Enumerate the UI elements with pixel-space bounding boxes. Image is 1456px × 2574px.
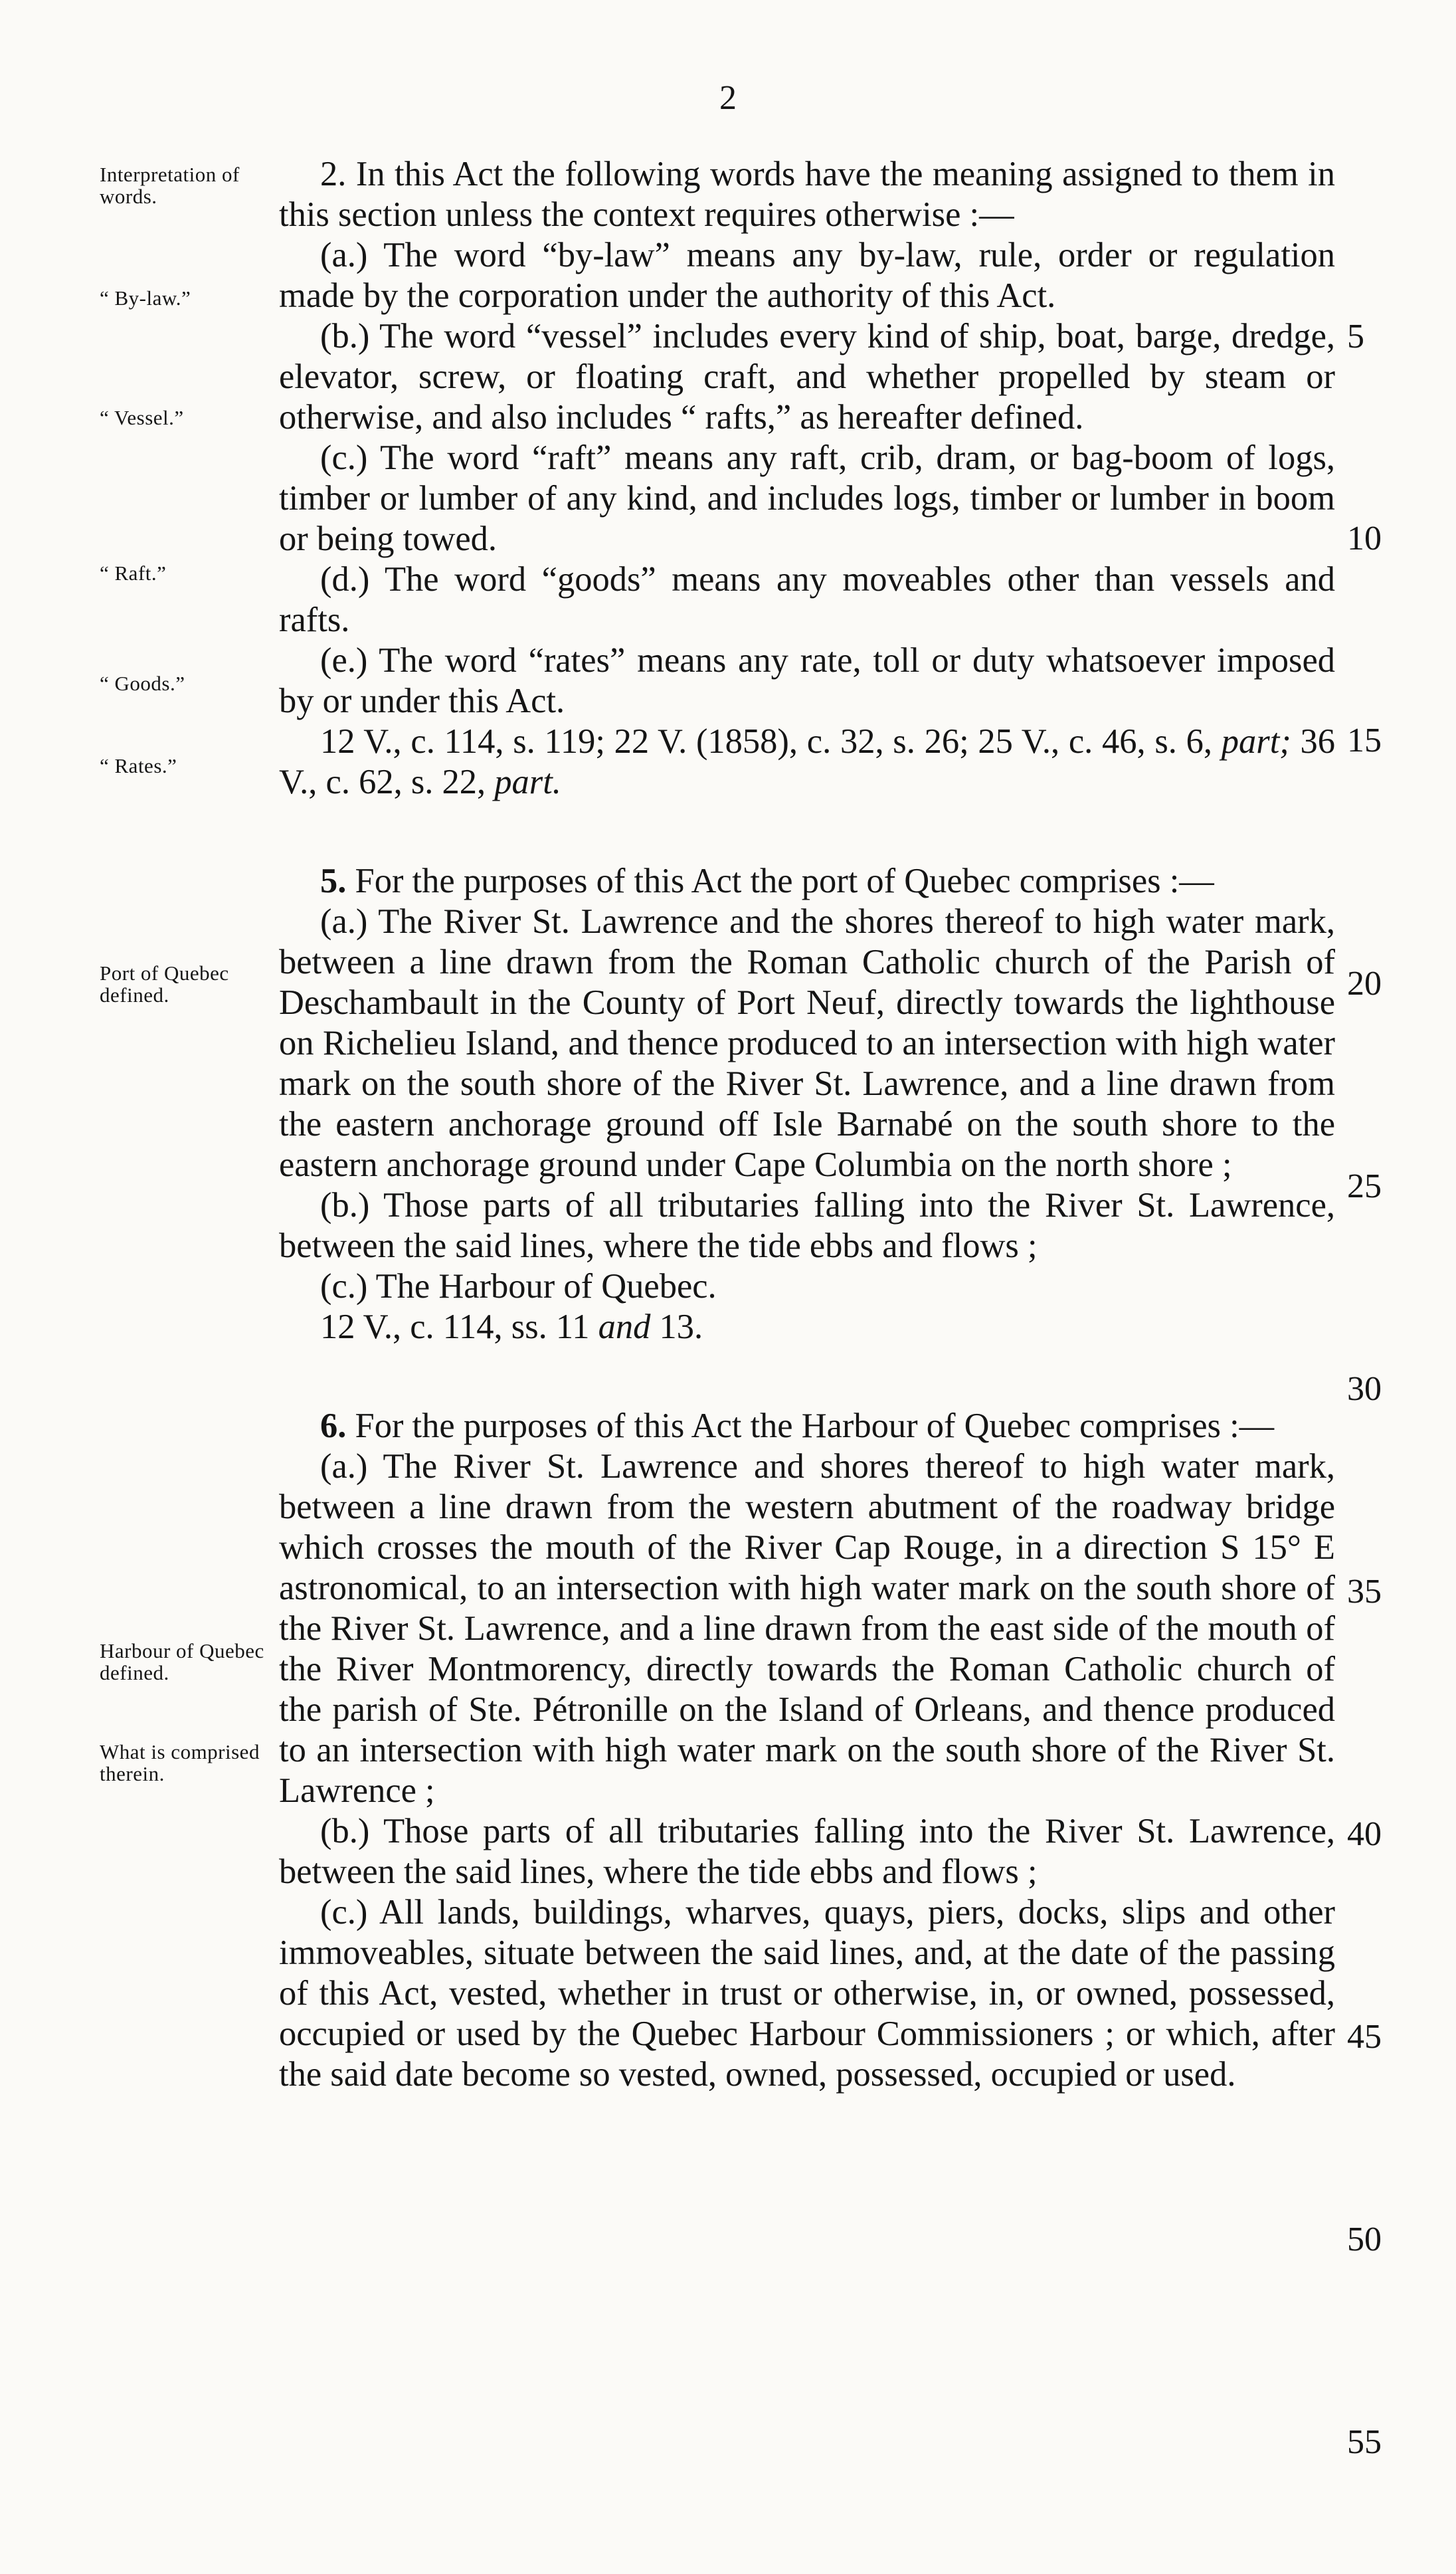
- line-number: 35: [1347, 1573, 1382, 1611]
- margin-note-harbour: Harbour of Quebec defined.: [100, 1639, 264, 1684]
- margin-note-interpretation: Interpretation of words.: [100, 163, 240, 208]
- margin-note-vessel: “ Vessel.”: [100, 406, 184, 429]
- line-number: 20: [1347, 965, 1382, 1003]
- margin-note-port: Port of Quebec defined.: [100, 961, 229, 1007]
- margin-note-rates: “ Rates.”: [100, 754, 177, 777]
- line-number: 25: [1347, 1167, 1382, 1205]
- section-6-c: (c.) All lands, buildings, wharves, quays, piers, docks, slips and other immoveables, situate between the said lines, and, at the date of the passing of this Act, vested, whether in trust or otherwise, in, or owned, possessed, occupied or used by the Quebec Harbour Commissioners ; or which, after the said date become so vested, owned, possessed, occupied or used.: [279, 1893, 1335, 2094]
- margin-note-raft: “ Raft.”: [100, 561, 167, 585]
- section-6-a: (a.) The River St. Lawrence and shores thereof to high water mark, between a line drawn from the western abutment of the roadway bridge which crosses the mouth of the River Cap Rouge, in a direction S 15° E astronomical, to an intersection with high water mark on the south shore of the River St. Lawrence, and a line drawn from the east side of the mouth of the River Montmorency, directly towards the Roman Catholic church of the parish of Ste. Pétronille on the Island of Orleans, and thence produced to an intersection with high water mark on the south shore of the River St. Lawrence ;: [279, 1447, 1335, 1810]
- line-number: 50: [1347, 2221, 1382, 2258]
- line-number: 45: [1347, 2018, 1382, 2056]
- margin-note-by-law: “ By-law.”: [100, 286, 191, 310]
- section-5-intro: 5. For the purposes of this Act the port of Quebec comprises :—: [320, 862, 1214, 900]
- section-2-a: (a.) The word “by-law” means any by-law, rule, order or regulation made by the corporation under the authority of this Act.: [279, 236, 1335, 315]
- line-number: 55: [1347, 2423, 1382, 2461]
- line-number: 10: [1347, 520, 1382, 557]
- line-number: 40: [1347, 1815, 1382, 1853]
- section-5-number: 5.: [320, 862, 347, 900]
- section-2-b: (b.) The word “vessel” includes every kind of ship, boat, barge, dredge, elevator, screw, or floating craft, and whether propelled by steam or otherwise, and also includes “ rafts,” as hereafter defined.: [279, 317, 1335, 437]
- line-number: 30: [1347, 1370, 1382, 1408]
- section-5-c: (c.) The Harbour of Quebec.: [320, 1267, 717, 1306]
- section-2-e: (e.) The word “rates” means any rate, toll or duty whatsoever imposed by or under this Act.: [279, 641, 1335, 720]
- section-6-b: (b.) Those parts of all tributaries falling into the River St. Lawrence, between the said lines, where the tide ebbs and flows ;: [279, 1812, 1335, 1891]
- line-number: 15: [1347, 722, 1382, 759]
- page-number: 2: [719, 79, 737, 117]
- section-2-d: (d.) The word “goods” means any moveables other than vessels and rafts.: [279, 560, 1335, 639]
- section-6-intro: 6. For the purposes of this Act the Harbour of Quebec comprises :—: [320, 1407, 1275, 1445]
- section-2-c: (c.) The word “raft” means any raft, crib, dram, or bag-boom of logs, timber or lumber of any kind, and includes logs, timber or lumber in boom or being towed.: [279, 439, 1335, 558]
- section-5-b: (b.) Those parts of all tributaries falling into the River St. Lawrence, between the said lines, where the tide ebbs and flows ;: [279, 1186, 1335, 1265]
- section-5-a: (a.) The River St. Lawrence and the shores thereof to high water mark, between a line drawn from the Roman Catholic church of the Parish of Deschambault in the County of Port Neuf, directly towards the lighthouse on Richelieu Island, and thence produced to an intersection with high water mark on the south shore of the River St. Lawrence, and a line drawn from the eastern anchorage ground off Isle Barnabé on the south shore to the eastern anchorage ground under Cape Columbia on the north shore ;: [279, 902, 1335, 1184]
- section-5-reference: 12 V., c. 114, ss. 11 and 13.: [320, 1308, 703, 1346]
- section-2-reference: 12 V., c. 114, s. 119; 22 V. (1858), c. 32, s. 26; 25 V., c. 46, s. 6, part; 36 V., c. 62, s. 22, part.: [279, 722, 1336, 801]
- line-number: 5: [1347, 318, 1364, 355]
- margin-note-comprised: What is comprised therein.: [100, 1740, 260, 1785]
- document-body: [279, 154, 1335, 2095]
- margin-note-goods: “ Goods.”: [100, 672, 185, 695]
- section-2-intro: 2. In this Act the following words have the meaning assigned to them in this section unless the context requires otherwise :—: [279, 155, 1335, 234]
- section-6-number: 6.: [320, 1407, 347, 1445]
